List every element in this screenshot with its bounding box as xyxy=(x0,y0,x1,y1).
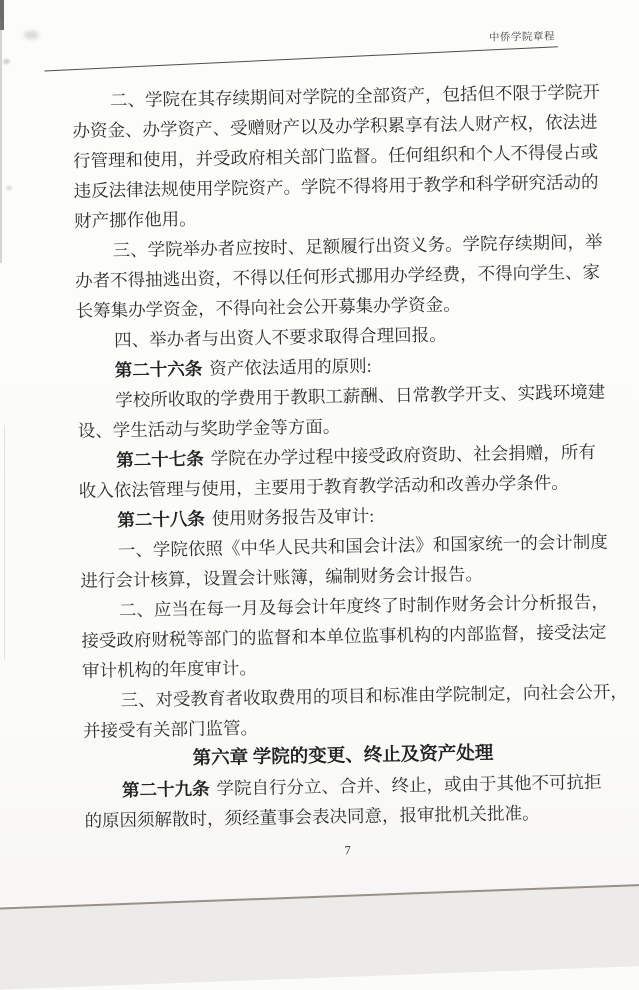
article-number: 第二十六条 xyxy=(114,358,203,381)
scan-smudge xyxy=(24,31,39,39)
page-header-title: 中侨学院章程 xyxy=(488,31,556,44)
line-text: 办资金、办学资产、受赠财产以及办学积累享有法人财产权，依法进 xyxy=(72,111,598,141)
line-text: 长筹集办学资金，不得向社会公开募集办学资金。 xyxy=(75,294,461,321)
scan-left-edge-strip xyxy=(0,18,2,263)
line-text: 四、举办者与出资人不要求取得合理回报。 xyxy=(114,324,447,351)
article-number: 第二十九条 xyxy=(121,778,210,801)
line-text: 学校所收取的学费用于教职工薪酬、日常教学开支、实践环境建 xyxy=(115,381,606,411)
header-rule-line xyxy=(44,46,557,71)
line-text: 并接受有关部门监管。 xyxy=(82,717,259,741)
document-text-block xyxy=(72,77,629,870)
line-text: 资产依法适用的原则: xyxy=(209,355,372,379)
line-text: 行管理和使用，并受政府相关部门监督。任何组织和个人不得侵占或 xyxy=(72,141,599,171)
line-text: 二、应当在每一月及每会计年度终了时制作财务会计分析报告， xyxy=(118,591,610,621)
article-number: 第二十七条 xyxy=(116,448,204,471)
line-text: 办者不得抽逃出资，不得以任何形式挪用办学经费，不得向学生、家 xyxy=(74,261,601,291)
line-text: 设、学生活动与奖助学金等方面。 xyxy=(77,416,341,441)
scan-smudge xyxy=(6,186,12,190)
line-text: 财产挪作他用。 xyxy=(73,208,197,231)
line-text: 收入依法管理与使用，主要用于教育教学活动和改善办学条件。 xyxy=(78,472,569,501)
line-text: 审计机构的年度审计。 xyxy=(81,657,258,681)
line-text: 学院在办学过程中接受政府资助、社会捐赠，所有 xyxy=(210,441,596,469)
line-text: 一、学院依照《中华人民共和国会计法》和国家统一的会计制度 xyxy=(117,531,608,561)
line-text: 二、学院在其存续期间对学院的全部资产，包括但不限于学院开 xyxy=(109,81,601,111)
line-text: 使用财务报告及审计: xyxy=(211,505,375,529)
line-text: 三、学院举办者应按时、足额履行出资义务。学院存续期间，举 xyxy=(112,231,603,261)
line-text: 接受政府财税等部门的监督和本单位监事机构的内部监督，接受法定 xyxy=(81,621,607,651)
line-text: 的原因须解散时，须经董事会表决同意，报审批机关批准。 xyxy=(84,802,540,831)
article-number: 第二十八条 xyxy=(117,508,206,531)
line-text: 进行会计核算，设置会计账簿，编制财务会计报告。 xyxy=(80,563,484,591)
scan-left-crease xyxy=(4,425,5,660)
line-text: 三、对受教育者收取费用的项目和标准由学院制定，向社会公开， xyxy=(120,681,629,711)
page-number: 7 xyxy=(344,843,352,858)
line-text: 违反法律法规使用学院资产。学院不得将用于教学和科学研究活动的 xyxy=(73,171,599,201)
line-text: 学院自行分立、合并、终止，或由于其他不可抗拒 xyxy=(216,771,602,799)
chapter-heading-text: 第六章 学院的变更、终止及资产处理 xyxy=(192,743,494,769)
scan-smudge xyxy=(3,59,10,64)
